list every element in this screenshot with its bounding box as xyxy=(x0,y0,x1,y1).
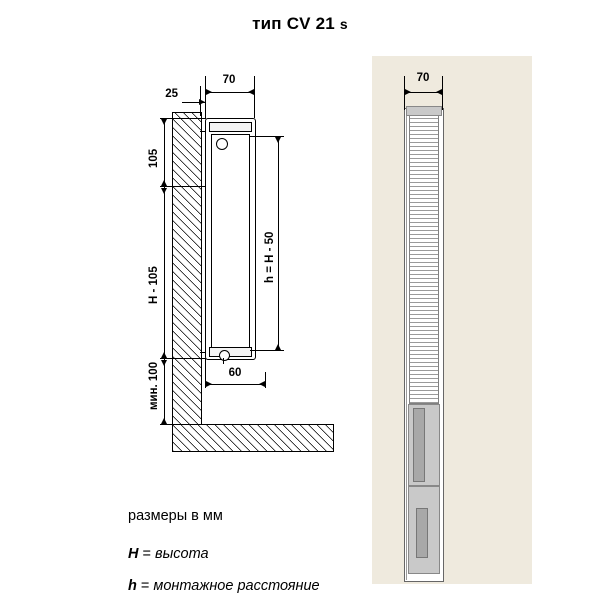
legend-equals-H: = xyxy=(142,546,151,562)
dim-label-front-70: 70 xyxy=(416,72,430,84)
dim-arrow-25 xyxy=(199,99,205,105)
dim-arrow-min100-top xyxy=(161,360,167,366)
dim-arrow-70-left xyxy=(206,89,212,95)
title-model: CV 21 xyxy=(286,14,335,33)
dim-arrow-h105-top xyxy=(161,188,167,194)
legend-symbol-H: H xyxy=(128,546,139,562)
convector-fins xyxy=(409,114,439,404)
title-prefix: тип xyxy=(252,14,282,33)
radiator-top-grille xyxy=(209,122,252,132)
wall-floor xyxy=(172,424,334,452)
dim-line-60 xyxy=(205,384,265,385)
legend-units xyxy=(128,508,223,524)
dim-arrow-60-right xyxy=(259,381,265,387)
legend-row-H xyxy=(128,546,209,562)
legend-text-h: монтажное расстояние xyxy=(153,578,320,594)
radiator-inner-panel xyxy=(211,134,250,348)
dim-label-h: h = H - 50 xyxy=(264,231,276,283)
dim-arrow-min100-bottom xyxy=(161,418,167,424)
ext-line-60-right xyxy=(265,372,266,388)
legend-row-h xyxy=(128,578,320,594)
dim-arrow-front-70-right xyxy=(436,89,442,95)
bottom-connection-fitting xyxy=(219,350,230,361)
dim-label-min100: мин. 100 xyxy=(148,361,160,410)
lower-body-shadow xyxy=(413,408,425,482)
title-suffix: s xyxy=(339,16,348,32)
panel-edge-line xyxy=(406,108,407,580)
ext-line-panel-left xyxy=(205,76,206,118)
dim-arrow-70-right xyxy=(248,89,254,95)
ext-line-h105-bottom xyxy=(160,358,206,359)
ext-line-panel-right xyxy=(254,76,255,118)
dim-arrow-front-70-left xyxy=(405,89,411,95)
connection-stub xyxy=(223,358,224,364)
dim-line-left-vertical xyxy=(164,118,165,424)
top-cap xyxy=(406,106,442,116)
radiator-bottom-cover xyxy=(209,347,252,357)
dim-arrow-105-bottom xyxy=(161,180,167,186)
dim-arrow-105-top xyxy=(161,119,167,125)
dim-line-70 xyxy=(205,92,254,93)
dim-label-h105: H - 105 xyxy=(148,266,160,304)
dim-arrow-60-left xyxy=(206,381,212,387)
dim-line-h xyxy=(278,136,279,350)
dim-label-25: 25 xyxy=(165,88,178,100)
legend-equals-h: = xyxy=(140,578,150,594)
dim-arrow-h105-bottom xyxy=(161,352,167,358)
wall-vertical xyxy=(172,112,202,426)
ext-line-front-right xyxy=(442,76,443,110)
top-valve-fitting xyxy=(216,138,228,150)
dim-arrow-h-top xyxy=(275,137,281,143)
front-view xyxy=(372,56,532,584)
legend-units-text: размеры в мм xyxy=(128,508,223,524)
ext-line-h-bottom xyxy=(250,350,284,351)
dim-arrow-h-bottom xyxy=(275,344,281,350)
dim-label-60: 60 xyxy=(228,367,242,379)
legend-symbol-h: h xyxy=(128,578,137,594)
legend-text-H: высота xyxy=(155,546,209,562)
ext-line-105-bottom xyxy=(160,186,206,187)
dim-label-105: 105 xyxy=(148,148,160,168)
ext-line-floor xyxy=(160,424,174,425)
dim-label-70: 70 xyxy=(222,74,236,86)
bottom-valve-core xyxy=(416,508,428,558)
